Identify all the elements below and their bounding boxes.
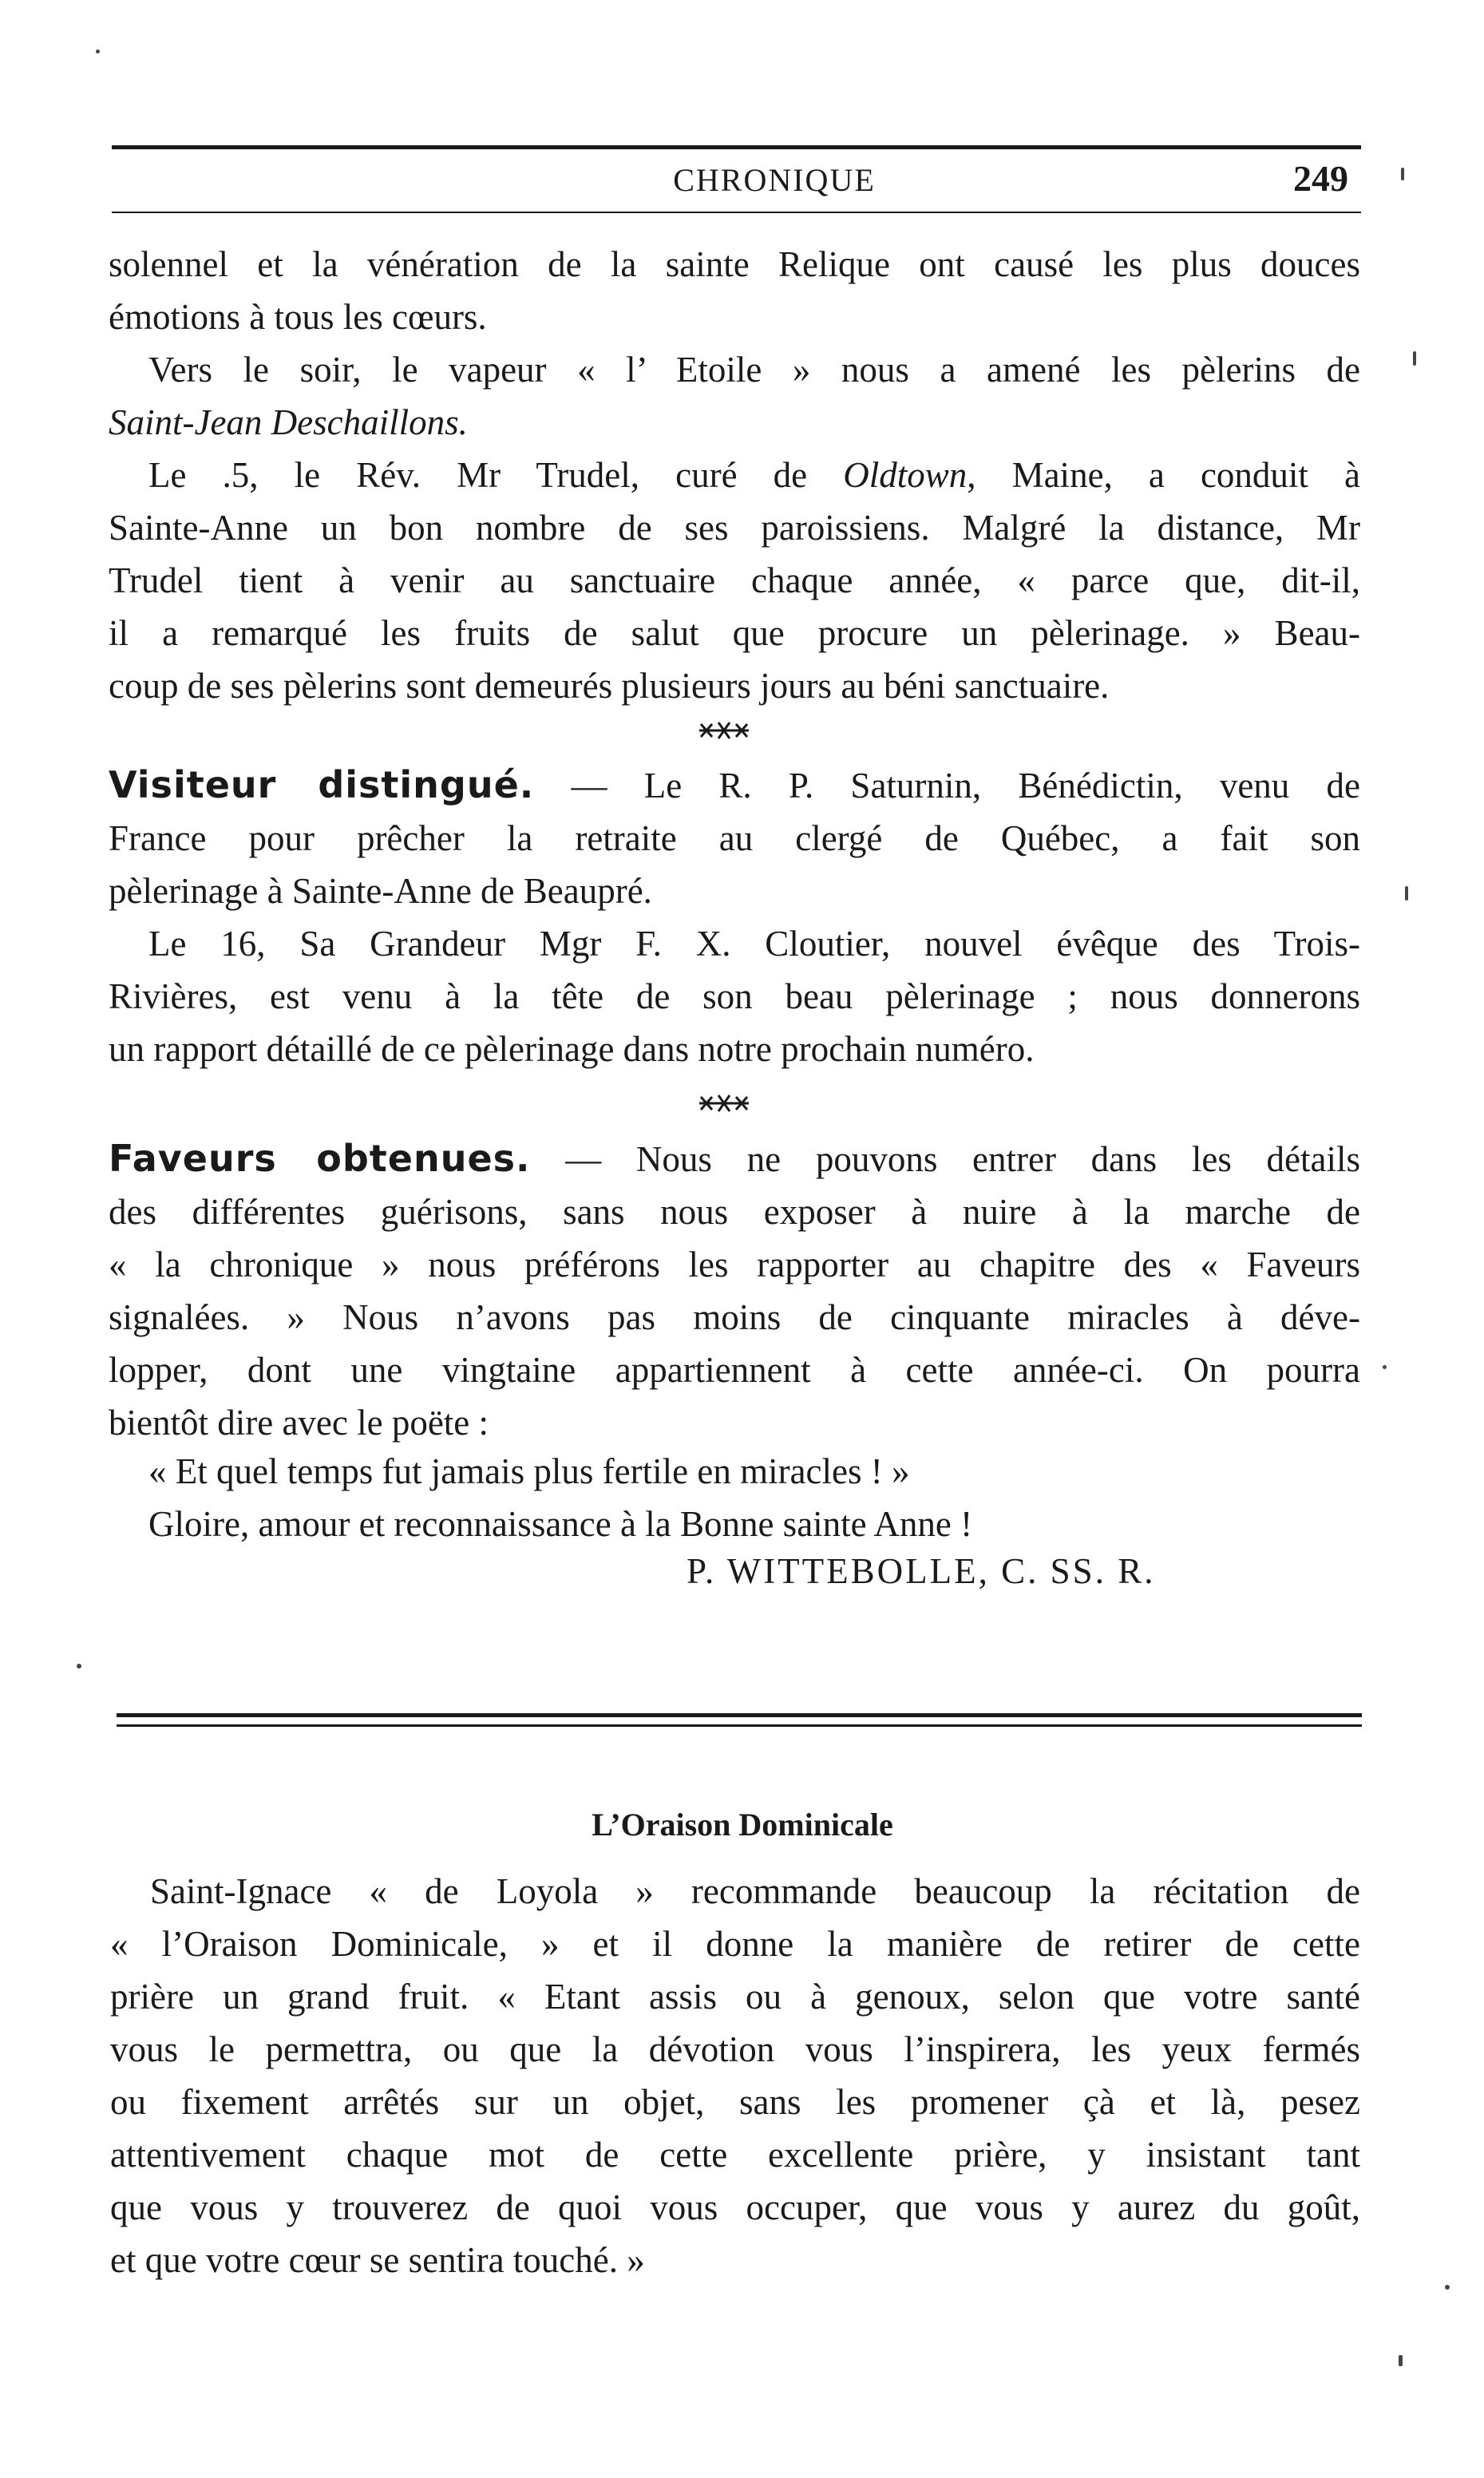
text-line: Sainte-Anne un bon nombre de ses paroissiens. Malgré la distance, Mr	[109, 508, 1360, 548]
text-line	[109, 449, 1360, 501]
text-line: « la chronique » nous préférons les rapporter au chapitre des « Faveurs	[109, 1245, 1360, 1285]
separator-rule	[117, 1713, 1362, 1717]
text-line: solennel et la vénération de la sainte Relique ont causé les plus douces	[109, 244, 1360, 284]
scan-speck	[1413, 351, 1416, 366]
scan-speck	[96, 49, 100, 53]
text-line: Le 16, Sa Grandeur Mgr F. X. Cloutier, nouvel évêque des Trois-	[148, 924, 1360, 964]
text-line: émotions à tous les cœurs.	[109, 297, 487, 337]
text-fragment: — Le R. P. Saturnin, Bénédictin, venu de	[534, 766, 1360, 806]
scan-speck	[77, 1664, 81, 1668]
scan-speck	[1445, 2285, 1450, 2290]
text-line: lopper, dont une vingtaine appartiennent à cette année-ci. On pourra	[109, 1350, 1360, 1390]
chronicle-section-1	[109, 238, 1360, 712]
fleuron-ornament-icon	[696, 715, 752, 746]
text-line: il a remarqué les fruits de salut que procure un pèlerinage. » Beau-	[109, 613, 1360, 653]
text-line: vous le permettra, ou que la dévotion vous l’inspirera, les yeux fermés	[110, 2029, 1360, 2069]
separator-rule	[117, 1724, 1362, 1727]
section-heading: Faveurs obtenues.	[109, 1137, 531, 1180]
text-fragment: — Nous ne pouvons entrer dans les détails	[530, 1139, 1361, 1179]
text-line: des différentes guérisons, sans nous exposer à nuire à la marche de	[109, 1192, 1360, 1232]
article-title: L’Oraison Dominicale	[592, 1807, 893, 1843]
header-bottom-rule	[112, 212, 1361, 213]
text-fragment: Le .5, le Rév. Mr Trudel, curé de	[148, 455, 844, 495]
place-name-italic: Oldtown	[843, 455, 968, 495]
page-number: 249	[1293, 158, 1348, 199]
text-line: attentivement chaque mot de cette excellente prière, y insistant tant	[110, 2135, 1360, 2175]
text-line: pèlerinage à Sainte-Anne de Beaupré.	[109, 871, 652, 911]
text-line: que vous y trouverez de quoi vous occuper, que vous y aurez du goût,	[110, 2187, 1360, 2227]
article-body	[110, 1865, 1360, 2286]
text-line: ou fixement arrêtés sur un objet, sans les promener çà et là, pesez	[110, 2082, 1360, 2122]
chronicle-section-3	[109, 1132, 1360, 1449]
author-signature: P. WITTEBOLLE, C. SS. R.	[687, 1551, 1156, 1591]
text-line: Trudel tient à venir au sanctuaire chaque année, « parce que, dit-il,	[109, 560, 1360, 600]
text-line: Saint-Ignace « de Loyola » recommande beaucoup la récitation de	[150, 1871, 1360, 1911]
text-line: bientôt dire avec le poëte :	[109, 1403, 489, 1443]
text-line: et que votre cœur se sentira touché. »	[110, 2240, 645, 2280]
quotation	[148, 1445, 972, 1550]
text-line: signalées. » Nous n’avons pas moins de cinquante miracles à déve-	[109, 1297, 1360, 1337]
text-line: coup de ses pèlerins sont demeurés plusieurs jours au béni sanctuaire.	[109, 666, 1110, 706]
text-line	[109, 1132, 1360, 1186]
text-line: France pour prêcher la retraite au clergé de Québec, a fait son	[109, 818, 1360, 858]
place-name-italic: Saint-Jean Deschaillons.	[109, 402, 468, 442]
text-line: Rivières, est venu à la tête de son beau pèlerinage ; nous donnerons	[109, 976, 1360, 1016]
scan-speck	[1401, 168, 1404, 180]
fleuron-ornament-icon	[696, 1087, 752, 1119]
chronicle-section-2	[109, 758, 1360, 1075]
quote-line: Gloire, amour et reconnaissance à la Bonne sainte Anne !	[148, 1504, 973, 1544]
scan-speck	[1383, 1365, 1387, 1369]
text-line	[109, 758, 1360, 812]
running-title: CHRONIQUE	[673, 162, 876, 198]
scan-speck	[1405, 886, 1408, 901]
text-line: prière un grand fruit. « Etant assis ou à genoux, selon que votre santé	[110, 1977, 1360, 2017]
section-heading: Visiteur distingué.	[109, 763, 535, 806]
header-top-rule	[112, 145, 1361, 149]
text-line: « l’Oraison Dominicale, » et il donne la manière de retirer de cette	[110, 1924, 1360, 1964]
quote-line: « Et quel temps fut jamais plus fertile en miracles ! »	[148, 1451, 910, 1491]
text-line: un rapport détaillé de ce pèlerinage dans notre prochain numéro.	[109, 1029, 1035, 1069]
scan-speck	[1399, 2355, 1403, 2366]
text-line: Vers le soir, le vapeur « l’ Etoile » nous a amené les pèlerins de	[148, 350, 1360, 390]
text-fragment: , Maine, a conduit à	[967, 455, 1360, 495]
text-line	[109, 396, 1360, 449]
